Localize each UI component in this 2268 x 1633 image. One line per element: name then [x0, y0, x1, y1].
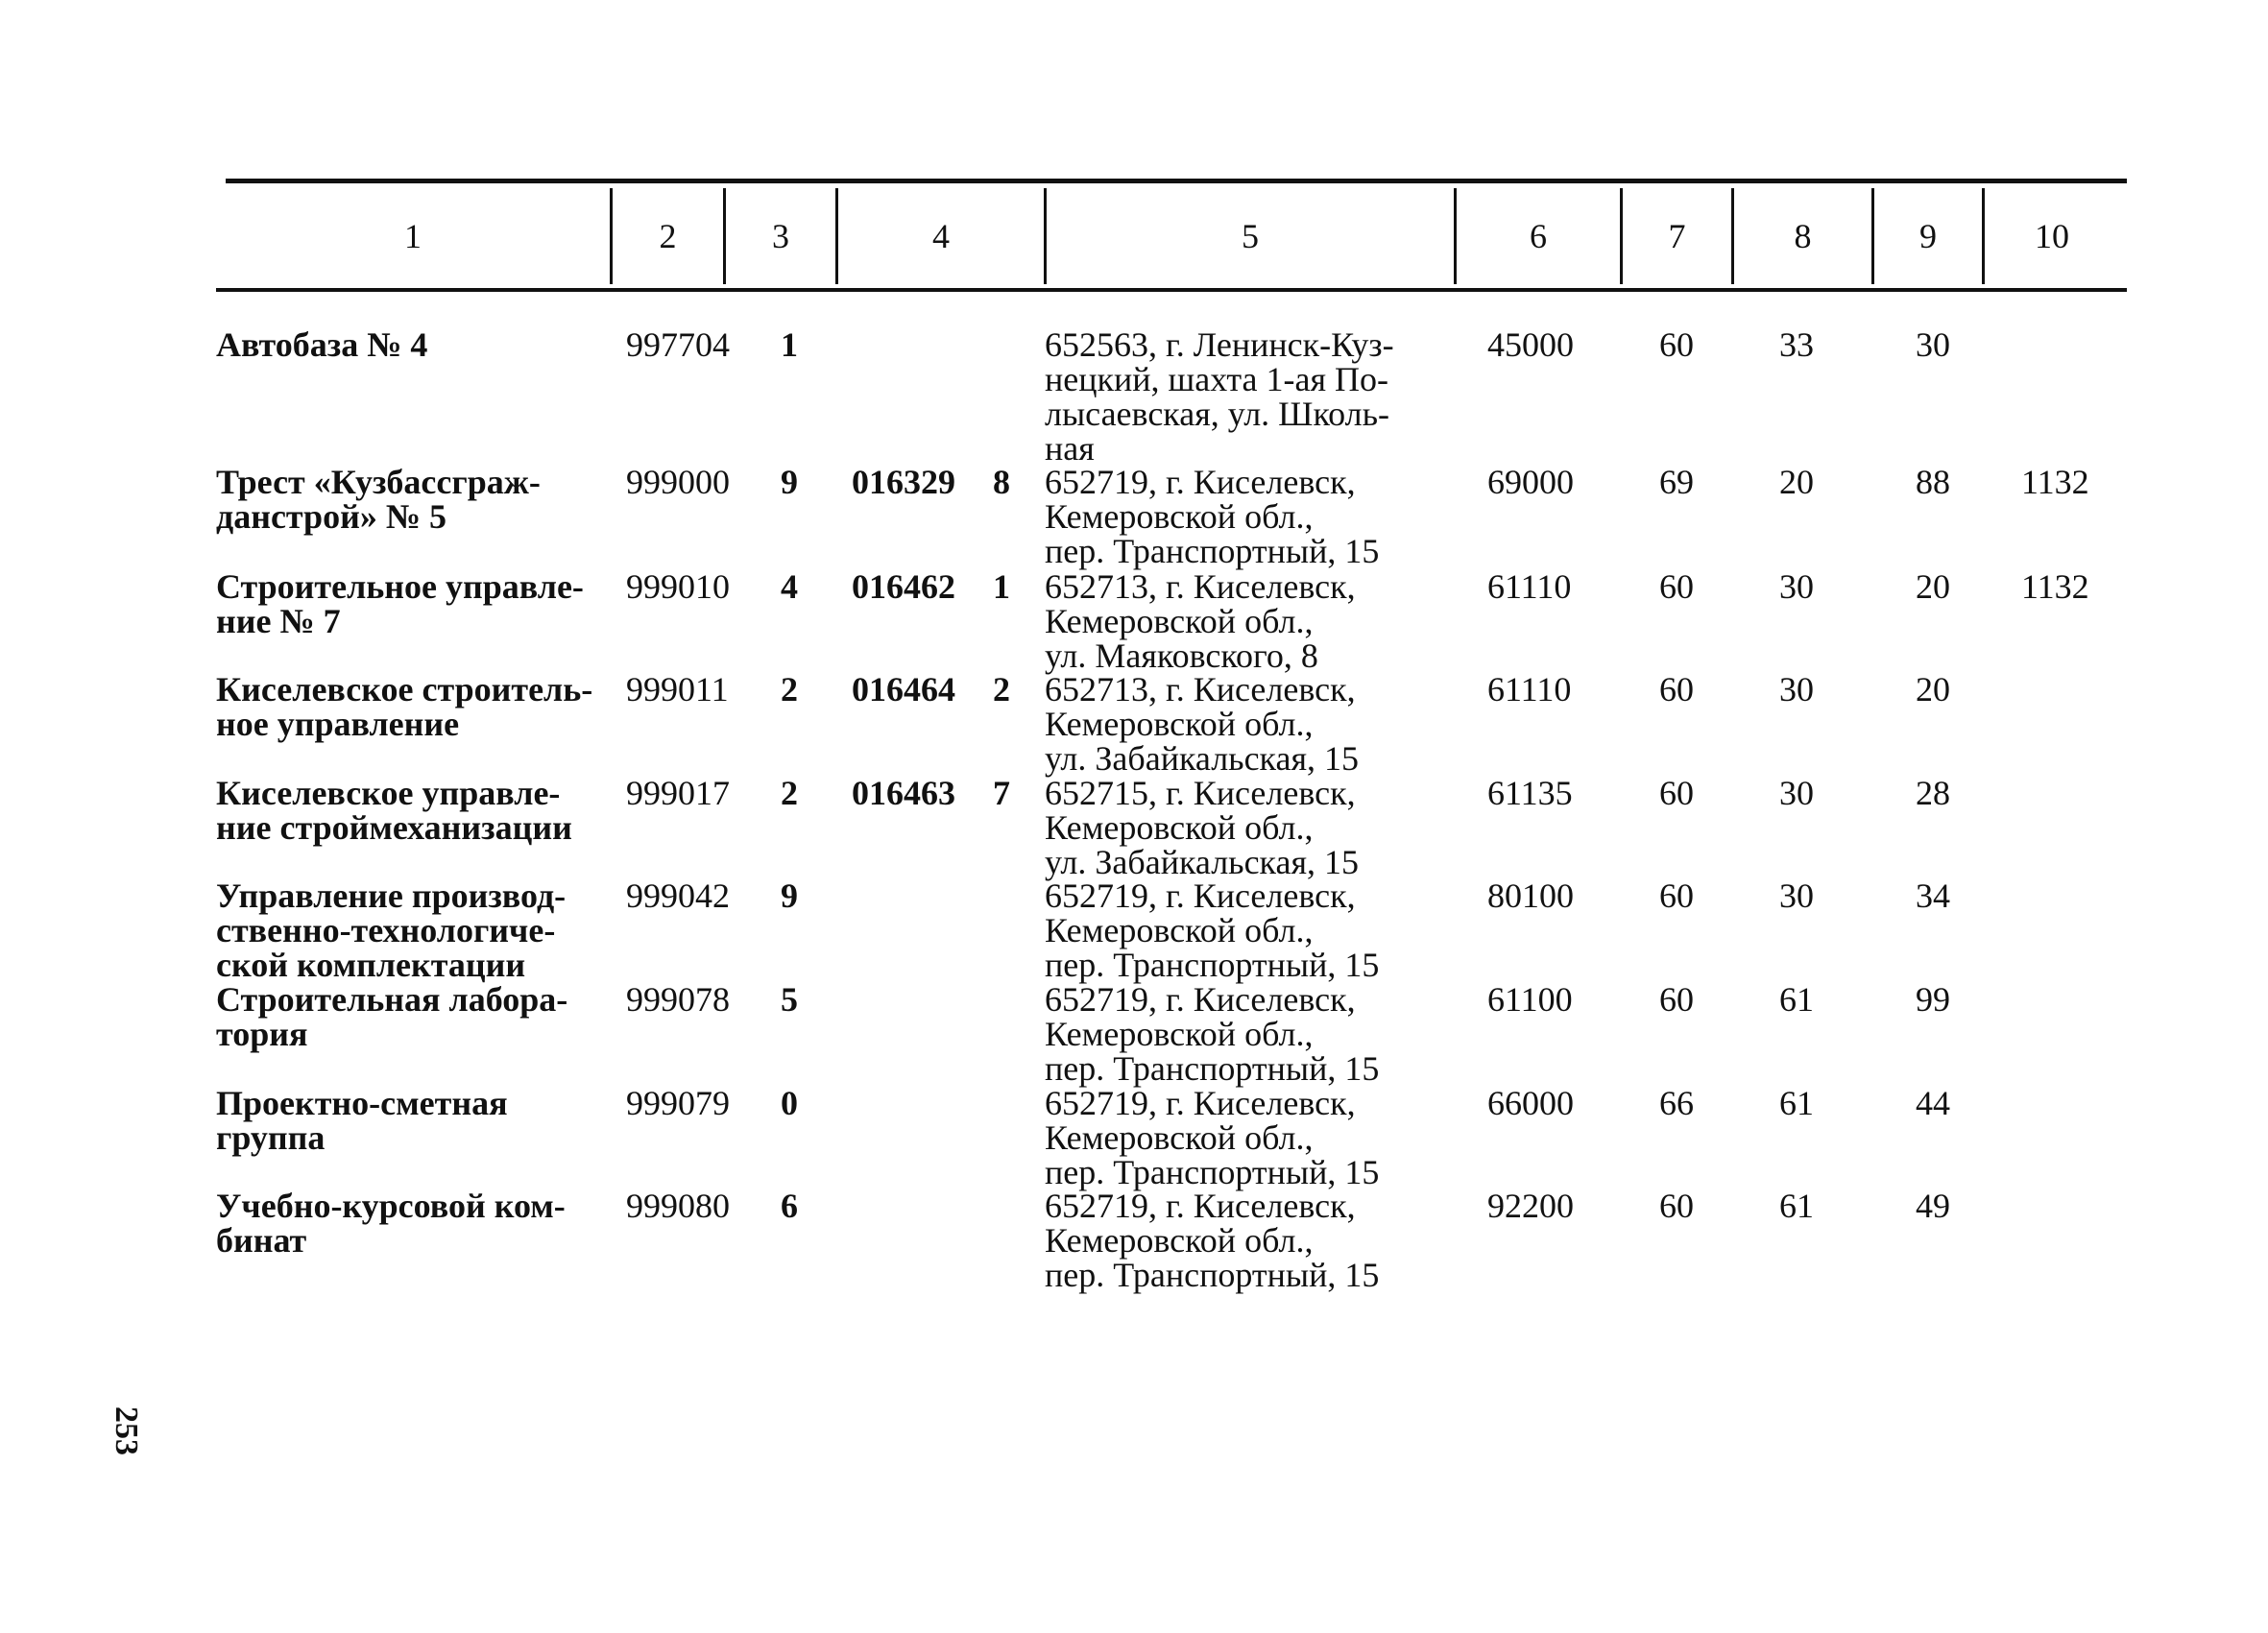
value-col-8: 61 — [1779, 980, 1814, 1019]
address: 652713, г. Киселевск, Кемеровской обл., ул. Забайкальская, 15 — [1045, 670, 1360, 778]
value-col-8: 20 — [1779, 463, 1814, 501]
organization-name: Управление производ- ственно-технологиче- ской комплектации — [216, 877, 567, 984]
check-digit-col-3: 9 — [781, 463, 798, 501]
check-digit-col-3: 4 — [781, 567, 798, 606]
value-col-7: 60 — [1659, 670, 1694, 708]
check-digit-col-3: 6 — [781, 1187, 798, 1225]
value-col-7: 60 — [1659, 980, 1694, 1019]
table-top-rule — [226, 179, 2127, 183]
value-col-9: 34 — [1916, 877, 1950, 915]
code-col-4: 016329 — [852, 463, 955, 501]
value-col-8: 30 — [1779, 670, 1814, 708]
organization-name: Строительное управле- ние № 7 — [216, 567, 584, 640]
value-col-6: 61110 — [1487, 567, 1572, 606]
check-digit-col-4: 7 — [993, 774, 1010, 812]
address: 652713, г. Киселевск, Кемеровской обл., ул. Маяковского, 8 — [1045, 567, 1356, 675]
value-col-8: 33 — [1779, 325, 1814, 364]
header-col-6: 6 — [1530, 217, 1547, 255]
value-col-9: 44 — [1916, 1084, 1950, 1122]
value-col-9: 30 — [1916, 325, 1950, 364]
code-col-2: 999080 — [626, 1187, 730, 1225]
check-digit-col-3: 2 — [781, 774, 798, 812]
value-col-8: 61 — [1779, 1084, 1814, 1122]
organization-name: Автобаза № 4 — [216, 325, 428, 364]
code-col-2: 999011 — [626, 670, 729, 708]
code-col-2: 997704 — [626, 325, 730, 364]
code-col-2: 999000 — [626, 463, 730, 501]
address: 652719, г. Киселевск, Кемеровской обл., пер. Транспортный, 15 — [1045, 1084, 1380, 1191]
value-col-10: 1132 — [2021, 463, 2089, 501]
check-digit-col-4: 2 — [993, 670, 1010, 708]
header-col-10: 10 — [2035, 217, 2069, 255]
value-col-6: 61110 — [1487, 670, 1572, 708]
value-col-6: 66000 — [1487, 1084, 1574, 1122]
value-col-6: 92200 — [1487, 1187, 1574, 1225]
header-col-3: 3 — [772, 217, 789, 255]
header-col-2: 2 — [659, 217, 677, 255]
code-col-4: 016464 — [852, 670, 955, 708]
code-col-2: 999042 — [626, 877, 730, 915]
address: 652719, г. Киселевск, Кемеровской обл., пер. Транспортный, 15 — [1045, 877, 1380, 984]
organization-name: Учебно-курсовой ком- бинат — [216, 1187, 566, 1260]
organization-name: Киселевское управле- ние строймеханизации — [216, 774, 572, 847]
code-col-2: 999010 — [626, 567, 730, 606]
value-col-6: 61135 — [1487, 774, 1573, 812]
check-digit-col-3: 5 — [781, 980, 798, 1019]
table-header-rule — [216, 288, 2127, 292]
value-col-9: 20 — [1916, 670, 1950, 708]
header-col-9: 9 — [1919, 217, 1937, 255]
organization-name: Киселевское строитель- ное управление — [216, 670, 593, 743]
value-col-6: 80100 — [1487, 877, 1574, 915]
organization-name: Строительная лабора- тория — [216, 980, 568, 1053]
value-col-7: 66 — [1659, 1084, 1694, 1122]
check-digit-col-3: 9 — [781, 877, 798, 915]
value-col-7: 60 — [1659, 1187, 1694, 1225]
address: 652715, г. Киселевск, Кемеровской обл., ул. Забайкальская, 15 — [1045, 774, 1360, 881]
header-col-8: 8 — [1794, 217, 1812, 255]
header-col-5: 5 — [1242, 217, 1259, 255]
code-col-4: 016463 — [852, 774, 955, 812]
value-col-7: 60 — [1659, 774, 1694, 812]
value-col-9: 88 — [1916, 463, 1950, 501]
value-col-7: 60 — [1659, 325, 1694, 364]
value-col-6: 61100 — [1487, 980, 1573, 1019]
value-col-7: 60 — [1659, 877, 1694, 915]
value-col-7: 69 — [1659, 463, 1694, 501]
value-col-6: 45000 — [1487, 325, 1574, 364]
value-col-8: 61 — [1779, 1187, 1814, 1225]
check-digit-col-3: 0 — [781, 1084, 798, 1122]
header-col-4: 4 — [932, 217, 950, 255]
check-digit-col-3: 1 — [781, 325, 798, 364]
page-number: 253 — [109, 1406, 144, 1455]
code-col-4: 016462 — [852, 567, 955, 606]
check-digit-col-4: 8 — [993, 463, 1010, 501]
address: 652719, г. Киселевск, Кемеровской обл., пер. Транспортный, 15 — [1045, 1187, 1380, 1294]
check-digit-col-4: 1 — [993, 567, 1010, 606]
value-col-6: 69000 — [1487, 463, 1574, 501]
code-col-2: 999078 — [626, 980, 730, 1019]
value-col-9: 20 — [1916, 567, 1950, 606]
value-col-7: 60 — [1659, 567, 1694, 606]
check-digit-col-3: 2 — [781, 670, 798, 708]
header-col-7: 7 — [1668, 217, 1686, 255]
address: 652563, г. Ленинск-Куз- нецкий, шахта 1-ая По- лысаевская, ул. Школь- ная — [1045, 325, 1394, 468]
organization-name: Проектно-сметная группа — [216, 1084, 508, 1157]
header-col-1: 1 — [404, 217, 422, 255]
value-col-9: 49 — [1916, 1187, 1950, 1225]
value-col-9: 99 — [1916, 980, 1950, 1019]
organization-name: Трест «Кузбассграж- данстрой» № 5 — [216, 463, 541, 536]
code-col-2: 999079 — [626, 1084, 730, 1122]
address: 652719, г. Киселевск, Кемеровской обл., пер. Транспортный, 15 — [1045, 463, 1380, 570]
code-col-2: 999017 — [626, 774, 730, 812]
value-col-9: 28 — [1916, 774, 1950, 812]
value-col-10: 1132 — [2021, 567, 2089, 606]
value-col-8: 30 — [1779, 774, 1814, 812]
value-col-8: 30 — [1779, 877, 1814, 915]
value-col-8: 30 — [1779, 567, 1814, 606]
address: 652719, г. Киселевск, Кемеровской обл., пер. Транспортный, 15 — [1045, 980, 1380, 1088]
